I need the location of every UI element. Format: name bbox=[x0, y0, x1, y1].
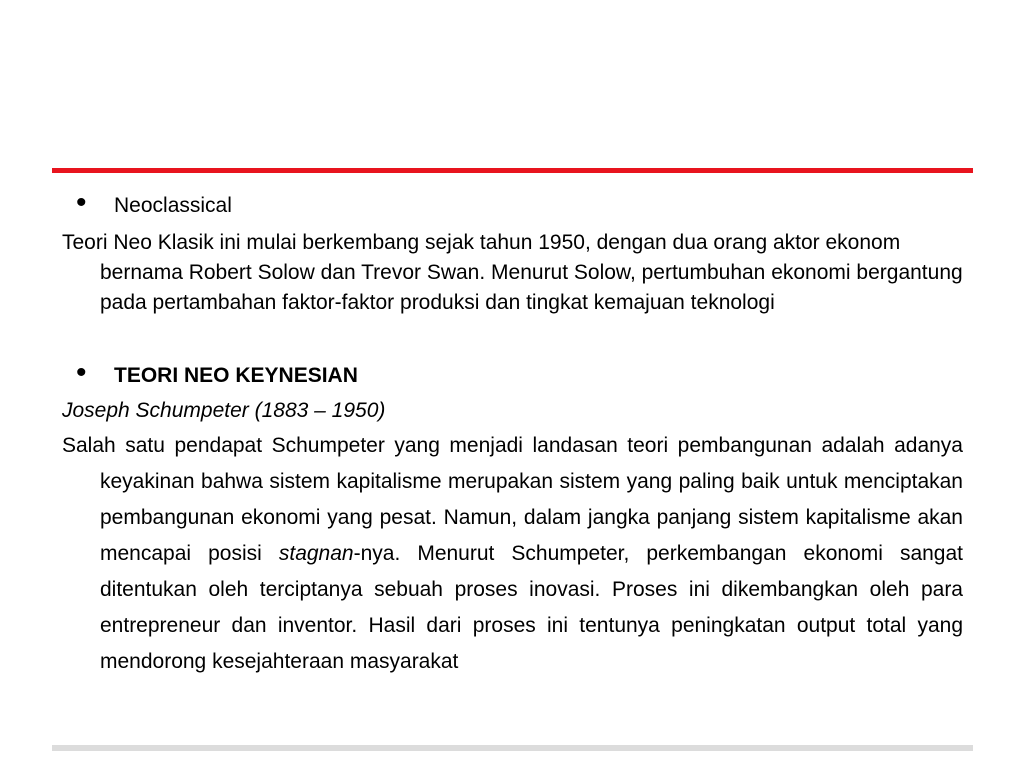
paragraph-neoclassical: Teori Neo Klasik ini mulai berkembang sejak tahun 1950, dengan dua orang aktor ekonom bernama Robert Solow dan Trevor Swan. Menurut Solow, pertumbuhan ekonomi bergantung pada pertambahan faktor-faktor produksi dan tingkat kemajuan teknologi bbox=[62, 231, 963, 314]
bottom-rule bbox=[52, 745, 973, 751]
paragraph-schumpeter-emphasis: stagnan bbox=[278, 542, 354, 565]
paragraph-schumpeter-part-2: -nya. Menurut Schumpeter, perkembangan ekonomi sangat ditentukan oleh terciptanya sebuah proses inovasi. Proses ini dikembangkan oleh para entrepreneur dan inventor. Hasil dari proses ini tentunya peningkatan output total yang mendorong kesejahteraan masyarakat bbox=[100, 542, 963, 673]
paragraph-schumpeter-part-1: Salah satu pendapat Schumpeter yang menjadi landasan teori pembangunan adalah adanya keyakinan bahwa sistem kapitalisme merupakan sistem yang paling baik untuk menciptakan pembangunan ekonomi yang pesat. Namun, dalam jangka panjang sistem kapitalisme akan mencapai posisi bbox=[62, 434, 963, 565]
bullet-heading-neo-keynesian: TEORI NEO KEYNESIAN bbox=[114, 364, 358, 387]
subtitle-schumpeter: Joseph Schumpeter (1883 – 1950) bbox=[62, 399, 386, 422]
spacer bbox=[62, 318, 963, 358]
bullet-neo-keynesian bbox=[62, 358, 963, 394]
paragraph-schumpeter bbox=[62, 428, 963, 680]
bullet-heading-neoclassical: Neoclassical bbox=[114, 194, 232, 217]
top-accent-rule bbox=[52, 168, 973, 173]
bullet-dot-icon: • bbox=[76, 356, 87, 389]
bullet-dot-icon: • bbox=[76, 186, 87, 219]
bullet-neoclassical bbox=[62, 188, 963, 224]
slide-body bbox=[62, 188, 963, 680]
